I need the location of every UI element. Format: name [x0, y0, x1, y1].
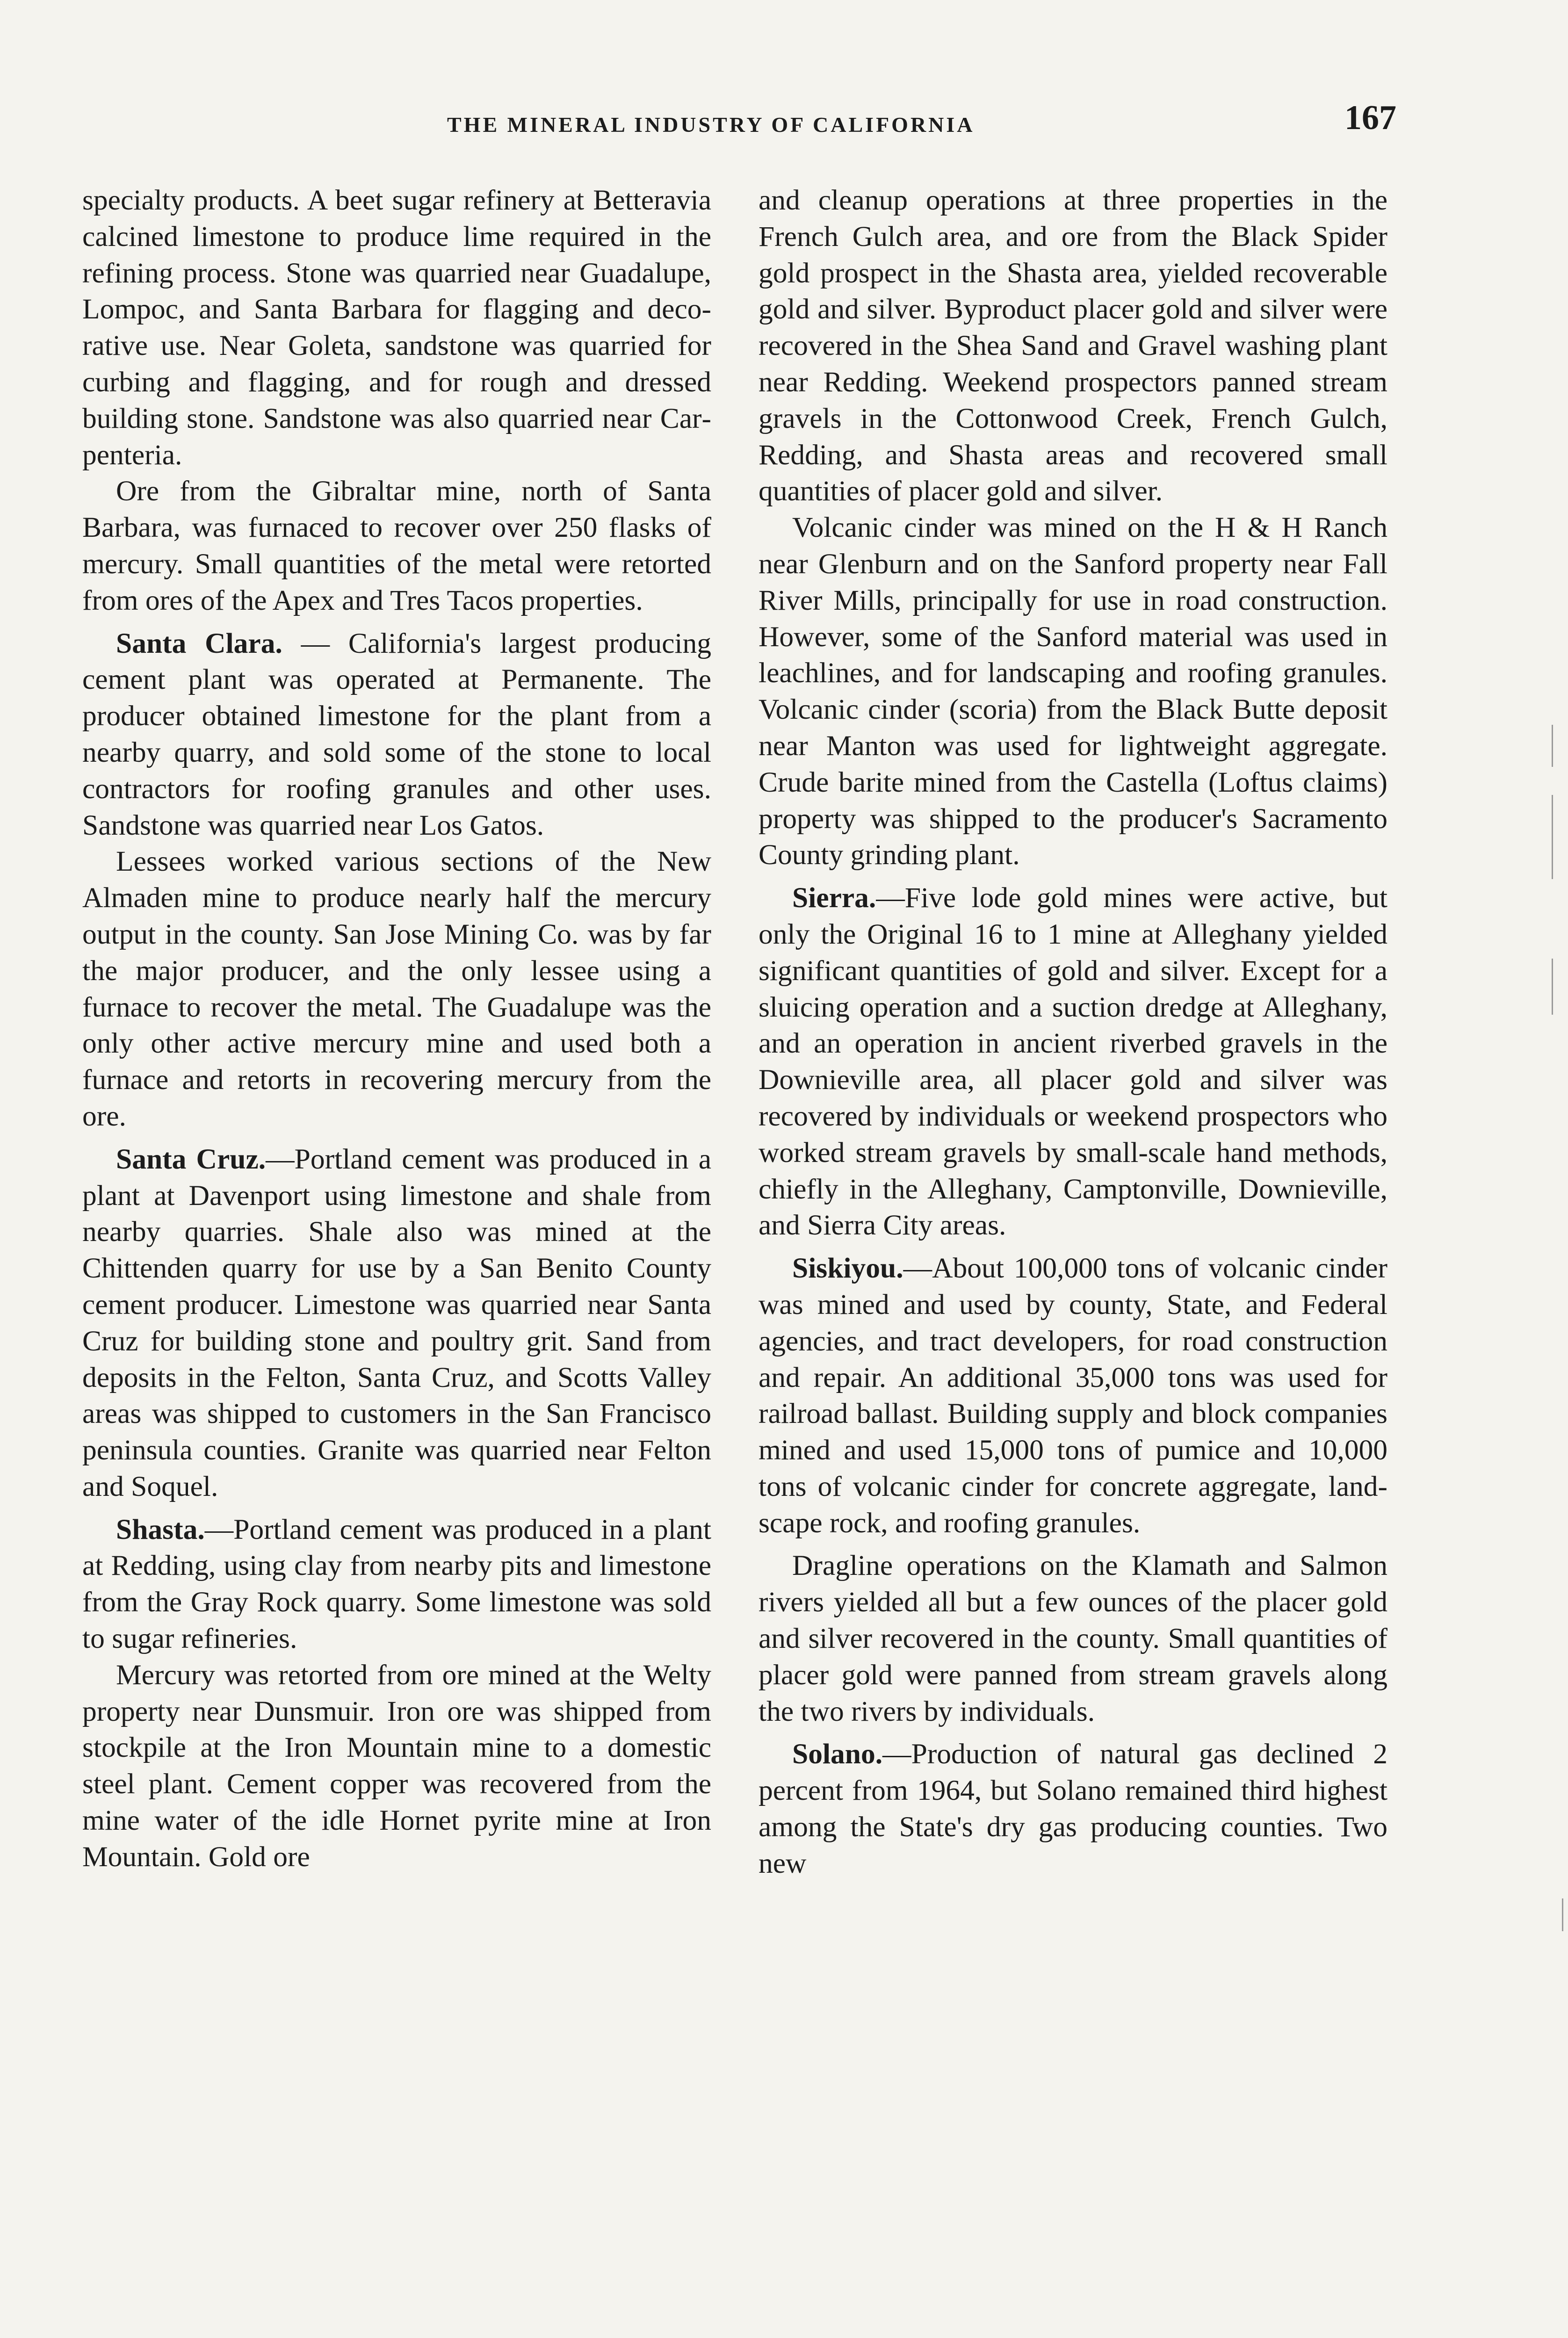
sierra-text: —Five lode gold mines were active, but only the Original 16 to 1 mine at Alleghany yielded significant quantities of gold and silver. Except for a sluicing operation and a suction dredge at Alleghany, and an operation in ancient riverbed gravels in the Downieville area, all placer gold and silver was recovered by individuals or weekend prospectors who worked stream gravels by small-scale hand methods, chiefly in the Alleghany, Camptonville, Downieville, and Sierra City areas.: [759, 882, 1387, 1241]
right-column: [759, 182, 1387, 1882]
paragraph-gibraltar-mine: Ore from the Gibraltar mine, north of Santa Barbara, was furnaced to recover over 250 flasks of mercury. Small quantities of the metal were retorted from ores of the Apex and Tres Tacos properties.: [82, 475, 711, 616]
paragraph-new-almaden: Lessees worked various sections of the New Almaden mine to produce nearly half the mercury output in the county. San Jose Mining Co. was by far the major producer, and the only lessee using a furnace to recover the metal. The Guadalupe was the only other active mercury mine and used both a furnace and retorts in recovering mercury from the ore.: [82, 845, 711, 1132]
county-heading-solano: Solano.: [792, 1738, 883, 1770]
margin-mark: [1562, 1898, 1563, 1931]
paragraph-santa-clara: [82, 626, 711, 844]
margin-mark: [1552, 795, 1553, 879]
running-title: THE MINERAL INDUSTRY OF CALIFORNIA: [447, 113, 975, 137]
page-header: [82, 98, 1396, 154]
county-heading-santa-clara: Santa Clara.: [116, 627, 282, 659]
paragraph-siskiyou: [759, 1250, 1387, 1541]
margin-mark: [1552, 725, 1553, 767]
paragraph-sierra: [759, 880, 1387, 1244]
margin-mark: [1552, 959, 1553, 1015]
paragraph-volcanic-cinder: Volcanic cinder was mined on the H & H Ranch near Glenburn and on the Sanford property near Fall River Mills, principally for use in road construction. However, some of the Sanford material was used in leachlines, and for landscaping and roofing granules. Volcanic cinder (scoria) from the Black Butte deposit near Manton was used for lightweight aggregate. Crude barite mined from the Castella (Loftus claims) property was shipped to the producer's Sacramento County grinding plant.: [759, 512, 1387, 871]
paragraph-solano: [759, 1736, 1387, 1882]
shasta-text: —Portland cement was produced in a plant at Redding, using clay from nearby pits and limestone from the Gray Rock quarry. Some limestone was sold to sugar refineries.: [82, 1513, 711, 1655]
santa-cruz-text: —Portland cement was produced in a plant at Davenport using limestone and shale from nearby quarries. Shale also was mined at the Chittenden quarry for use by a San Benito County cement producer. Limestone was quarried near Santa Cruz for building stone and poultry grit. Sand from deposits in the Felton, Santa Cruz, and Scotts Valley areas was shipped to customers in the San Francisco peninsula counties. Granite was quarried near Felton and Soquel.: [82, 1143, 711, 1502]
page-number: 167: [1344, 99, 1396, 137]
siskiyou-text: —About 100,000 tons of volcanic cinder was mined and used by county, State, and Federal agencies, and tract developers, for road construction and repair. An additional 35,000 tons was used for railroad ballast. Building supply and block companies mined and used 15,000 tons of pumice and 10,000 tons of volcanic cinder for concrete aggregate, landscape rock, and roofing granules.: [759, 1252, 1387, 1539]
county-heading-siskiyou: Siskiyou.: [792, 1252, 903, 1284]
paragraph-dragline: Dragline operations on the Klamath and Salmon rivers yielded all but a few ounces of the placer gold and silver recovered in the county. Small quantities of placer gold were panned from stream gravels along the two rivers by individuals.: [759, 1550, 1387, 1727]
left-column: [82, 182, 711, 1876]
paragraph-mercury-welty: Mercury was retorted from ore mined at the Welty property near Dunsmuir. Iron ore was shipped from stockpile at the Iron Mountain mine to a domestic steel plant. Cement copper was recovered from the mine water of the idle Hornet pyrite mine at Iron Mountain. Gold ore: [82, 1659, 711, 1873]
county-heading-sierra: Sierra.: [792, 882, 876, 914]
santa-clara-text: — California's largest producing cement plant was operated at Permanente. The producer obtained limestone for the plant from a nearby quarry, and sold some of the stone to local contractors for roofing granules and other uses. Sandstone was quarried near Los Gatos.: [82, 627, 711, 841]
county-heading-shasta: Shasta.: [116, 1513, 205, 1545]
paragraph-cleanup-operations: and cleanup operations at three properties in the French Gulch area, and ore from the Black Spider gold prospect in the Shasta area, yielded recoverable gold and silver. Byproduct placer gold and silver were recovered in the Shea Sand and Gravel washing plant near Redding. Weekend prospectors panned stream gravels in the Cottonwood Creek, French Gulch, Redding, and Shasta areas and recovered small quantities of placer gold and silver.: [759, 184, 1387, 507]
solano-text: —Production of natural gas declined 2 percent from 1964, but Solano remained third highest among the State's dry gas producing counties. Two new: [759, 1738, 1387, 1879]
county-heading-santa-cruz: Santa Cruz.: [116, 1143, 266, 1175]
paragraph-shasta: [82, 1512, 711, 1657]
paragraph-santa-cruz: [82, 1141, 711, 1505]
paragraph-specialty-products: specialty products. A beet sugar refinery at Betteravia calcined limestone to produce lime required in the refining process. Stone was quarried near Guadalupe, Lompoc, and Santa Barbara for flagging and decorative use. Near Goleta, sandstone was quarried for curbing and flagging, and for rough and dressed building stone. Sandstone was also quarried near Carpenteria.: [82, 184, 711, 471]
